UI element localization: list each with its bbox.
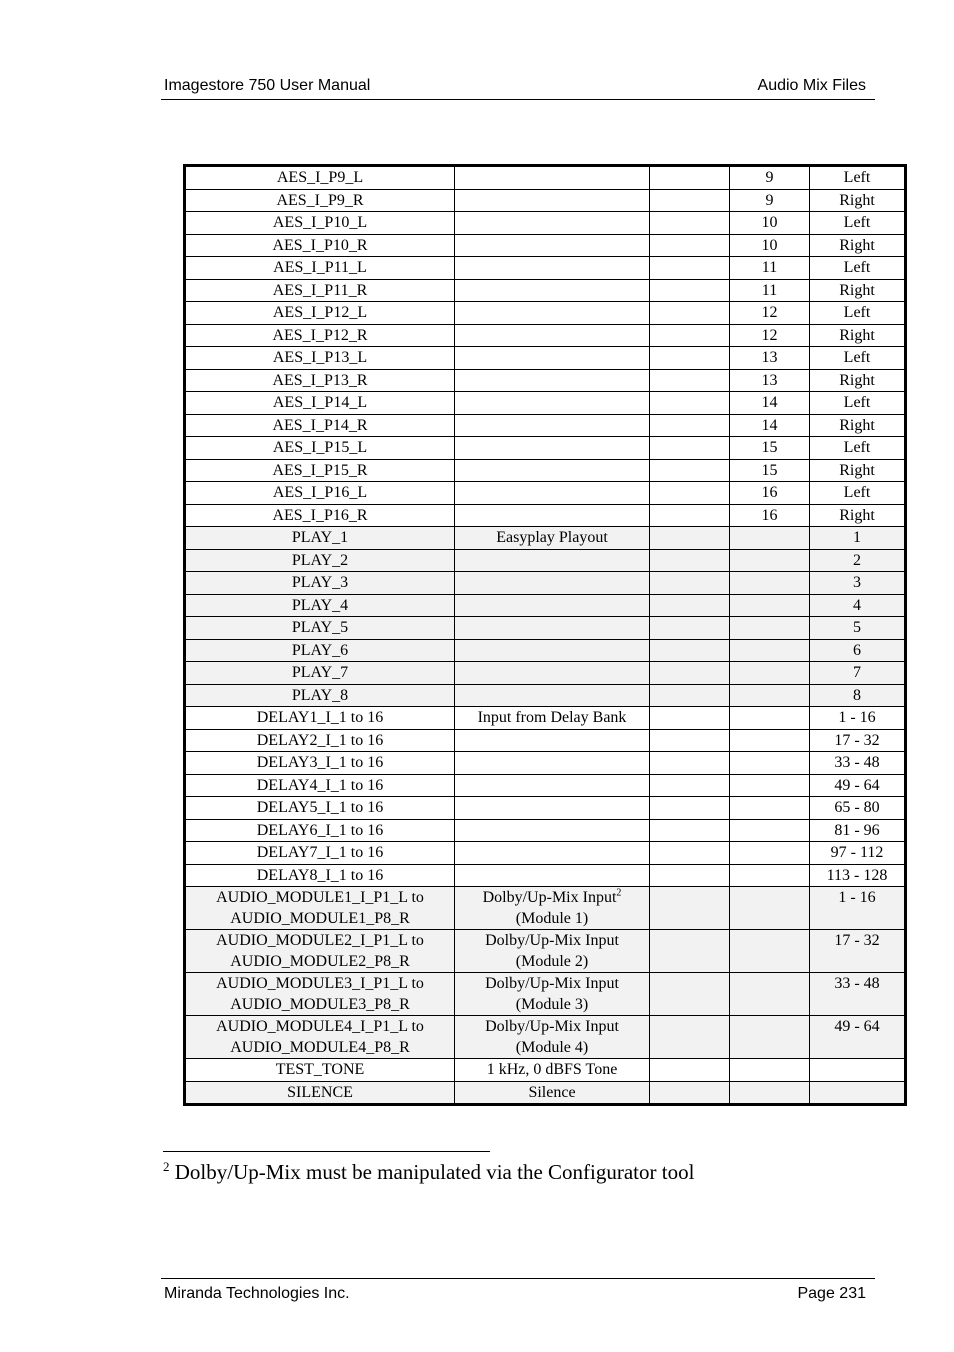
col3-cell (650, 1016, 730, 1059)
pair-cell: 9 (730, 189, 810, 212)
channel-cell: Right (810, 459, 906, 482)
col3-cell (650, 1059, 730, 1082)
pair-cell (730, 729, 810, 752)
channel-cell: Left (810, 392, 906, 415)
pair-cell (730, 572, 810, 595)
col3-cell (650, 279, 730, 302)
channel-cell: Left (810, 302, 906, 325)
header-title: Imagestore 750 User Manual (164, 77, 371, 94)
source-name-cell (185, 887, 455, 930)
source-name-cell: SILENCE (185, 1081, 455, 1105)
channel-cell (810, 1059, 906, 1082)
description-cell: Silence (455, 1081, 650, 1105)
table-row (185, 684, 906, 707)
table-row (185, 257, 906, 280)
source-name-cell: DELAY5_I_1 to 16 (185, 797, 455, 820)
footnote-marker: 2 (163, 1159, 170, 1174)
description-cell (455, 257, 650, 280)
col3-cell (650, 392, 730, 415)
pair-cell (730, 662, 810, 685)
source-name-cell: PLAY_4 (185, 594, 455, 617)
channel-cell: Right (810, 369, 906, 392)
pair-cell: 9 (730, 166, 810, 190)
description-cell (455, 930, 650, 973)
audio-source-table (183, 164, 907, 1106)
table-row (185, 459, 906, 482)
col3-cell (650, 414, 730, 437)
page-number: Page 231 (797, 1285, 866, 1302)
description-line2: (Module 4) (515, 1039, 589, 1056)
source-name-line1: AUDIO_MODULE2_I_P1_L to (216, 932, 424, 949)
source-name-cell: AES_I_P15_R (185, 459, 455, 482)
source-name-cell: AES_I_P10_R (185, 234, 455, 257)
col3-cell (650, 729, 730, 752)
description-cell (455, 189, 650, 212)
col3-cell (650, 864, 730, 887)
table-row (185, 166, 906, 190)
pair-cell (730, 549, 810, 572)
source-name-cell: PLAY_6 (185, 639, 455, 662)
description-cell (455, 797, 650, 820)
col3-cell (650, 347, 730, 370)
source-name-cell: AES_I_P12_L (185, 302, 455, 325)
source-name-line1: AUDIO_MODULE1_I_P1_L to (216, 889, 424, 906)
description-cell (455, 414, 650, 437)
description-cell (455, 347, 650, 370)
source-name-cell: AES_I_P14_R (185, 414, 455, 437)
table-row (185, 369, 906, 392)
col3-cell (650, 594, 730, 617)
description-cell (455, 324, 650, 347)
source-name-cell: AES_I_P11_R (185, 279, 455, 302)
description-cell: Input from Delay Bank (455, 707, 650, 730)
source-name-cell: AES_I_P13_L (185, 347, 455, 370)
channel-cell: 2 (810, 549, 906, 572)
channel-cell: Left (810, 166, 906, 190)
col3-cell (650, 684, 730, 707)
source-name-line2: AUDIO_MODULE3_P8_R (230, 996, 410, 1013)
pair-cell: 15 (730, 459, 810, 482)
table-row (185, 842, 906, 865)
description-cell (455, 279, 650, 302)
pair-cell: 11 (730, 279, 810, 302)
col3-cell (650, 482, 730, 505)
footnote-divider (163, 1151, 490, 1152)
description-cell (455, 774, 650, 797)
pair-cell (730, 973, 810, 1016)
description-cell (455, 973, 650, 1016)
source-name-cell: AES_I_P9_L (185, 166, 455, 190)
source-name-cell: AES_I_P10_L (185, 212, 455, 235)
footer-company: Miranda Technologies Inc. (164, 1285, 350, 1302)
description-line2: (Module 2) (515, 953, 589, 970)
channel-cell: Left (810, 347, 906, 370)
table-body (185, 166, 906, 1105)
footnote (163, 1160, 694, 1185)
table-row (185, 707, 906, 730)
source-name-cell: AES_I_P16_L (185, 482, 455, 505)
channel-cell: 1 - 16 (810, 887, 906, 930)
channel-cell: Right (810, 504, 906, 527)
source-name-line2: AUDIO_MODULE1_P8_R (230, 910, 410, 927)
pair-cell: 10 (730, 212, 810, 235)
source-name-cell: DELAY4_I_1 to 16 (185, 774, 455, 797)
col3-cell (650, 572, 730, 595)
description-cell (455, 594, 650, 617)
channel-cell: 17 - 32 (810, 930, 906, 973)
table-row (185, 414, 906, 437)
source-name-cell: TEST_TONE (185, 1059, 455, 1082)
description-cell (455, 302, 650, 325)
pair-cell (730, 639, 810, 662)
source-name-cell: AES_I_P12_R (185, 324, 455, 347)
col3-cell (650, 527, 730, 550)
pair-cell (730, 527, 810, 550)
source-name-cell: PLAY_5 (185, 617, 455, 640)
table-row (185, 729, 906, 752)
col3-cell (650, 437, 730, 460)
description-cell (455, 752, 650, 775)
channel-cell: 1 (810, 527, 906, 550)
channel-cell: 6 (810, 639, 906, 662)
source-name-cell: DELAY7_I_1 to 16 (185, 842, 455, 865)
source-name-cell: AES_I_P15_L (185, 437, 455, 460)
pair-cell (730, 1081, 810, 1105)
source-name-cell: PLAY_7 (185, 662, 455, 685)
source-name-line1: AUDIO_MODULE3_I_P1_L to (216, 975, 424, 992)
channel-cell: 33 - 48 (810, 973, 906, 1016)
pair-cell: 16 (730, 482, 810, 505)
pair-cell (730, 930, 810, 973)
description-cell (455, 369, 650, 392)
table-row (185, 549, 906, 572)
table-row (185, 594, 906, 617)
source-name-cell: AES_I_P13_R (185, 369, 455, 392)
description-cell (455, 572, 650, 595)
channel-cell: 97 - 112 (810, 842, 906, 865)
description-cell (455, 234, 650, 257)
col3-cell (650, 617, 730, 640)
col3-cell (650, 662, 730, 685)
col3-cell (650, 797, 730, 820)
description-cell (455, 819, 650, 842)
description-cell (455, 166, 650, 190)
channel-cell: Right (810, 279, 906, 302)
channel-cell: Left (810, 212, 906, 235)
channel-cell: 8 (810, 684, 906, 707)
pair-cell (730, 707, 810, 730)
channel-cell: Left (810, 257, 906, 280)
description-cell (455, 887, 650, 930)
table-row (185, 324, 906, 347)
table-row (185, 302, 906, 325)
col3-cell (650, 369, 730, 392)
channel-cell: Right (810, 234, 906, 257)
description-cell (455, 1016, 650, 1059)
channel-cell: 7 (810, 662, 906, 685)
source-name-line2: AUDIO_MODULE4_P8_R (230, 1039, 410, 1056)
description-line1: Dolby/Up-Mix Input (485, 975, 619, 992)
table-row (185, 572, 906, 595)
description-cell (455, 842, 650, 865)
channel-cell: Right (810, 189, 906, 212)
table-row (185, 864, 906, 887)
table-row (185, 617, 906, 640)
channel-cell: 5 (810, 617, 906, 640)
table-row (185, 819, 906, 842)
page-footer (161, 1278, 875, 1305)
description-line2: (Module 3) (515, 996, 589, 1013)
description-line1: Dolby/Up-Mix Input (485, 932, 619, 949)
pair-cell (730, 887, 810, 930)
source-name-line2: AUDIO_MODULE2_P8_R (230, 953, 410, 970)
col3-cell (650, 324, 730, 347)
table-row (185, 930, 906, 973)
description-cell (455, 212, 650, 235)
channel-cell: Left (810, 482, 906, 505)
channel-cell: 113 - 128 (810, 864, 906, 887)
description-cell (455, 864, 650, 887)
pair-cell (730, 1016, 810, 1059)
table-row (185, 482, 906, 505)
col3-cell (650, 504, 730, 527)
source-name-cell: AES_I_P16_R (185, 504, 455, 527)
description-cell (455, 684, 650, 707)
pair-cell: 11 (730, 257, 810, 280)
channel-cell (810, 1081, 906, 1105)
description-line1: Dolby/Up-Mix Input (485, 1018, 619, 1035)
col3-cell (650, 973, 730, 1016)
pair-cell: 12 (730, 302, 810, 325)
col3-cell (650, 234, 730, 257)
pair-cell: 14 (730, 414, 810, 437)
channel-cell: Right (810, 324, 906, 347)
description-cell (455, 662, 650, 685)
source-name-cell: PLAY_3 (185, 572, 455, 595)
col3-cell (650, 639, 730, 662)
table-row (185, 662, 906, 685)
source-name-cell: AES_I_P14_L (185, 392, 455, 415)
pair-cell (730, 774, 810, 797)
description-cell (455, 549, 650, 572)
table-row (185, 887, 906, 930)
col3-cell (650, 189, 730, 212)
source-name-cell: DELAY3_I_1 to 16 (185, 752, 455, 775)
pair-cell: 14 (730, 392, 810, 415)
page-header (161, 77, 875, 100)
pair-cell (730, 864, 810, 887)
pair-cell (730, 842, 810, 865)
footnote-text: Dolby/Up-Mix must be manipulated via the Configurator tool (169, 1160, 695, 1184)
table-row (185, 797, 906, 820)
col3-cell (650, 819, 730, 842)
pair-cell (730, 1059, 810, 1082)
channel-cell: 3 (810, 572, 906, 595)
table-row (185, 752, 906, 775)
table-row (185, 189, 906, 212)
pair-cell (730, 819, 810, 842)
pair-cell (730, 594, 810, 617)
description-cell (455, 729, 650, 752)
col3-cell (650, 707, 730, 730)
channel-cell: 81 - 96 (810, 819, 906, 842)
col3-cell (650, 257, 730, 280)
col3-cell (650, 1081, 730, 1105)
col3-cell (650, 774, 730, 797)
channel-cell: 65 - 80 (810, 797, 906, 820)
col3-cell (650, 752, 730, 775)
source-name-cell: PLAY_1 (185, 527, 455, 550)
col3-cell (650, 549, 730, 572)
description-cell (455, 482, 650, 505)
source-name-line1: AUDIO_MODULE4_I_P1_L to (216, 1018, 424, 1035)
table-row (185, 774, 906, 797)
pair-cell: 15 (730, 437, 810, 460)
table-row (185, 504, 906, 527)
col3-cell (650, 459, 730, 482)
channel-cell: 33 - 48 (810, 752, 906, 775)
source-name-cell: AES_I_P9_R (185, 189, 455, 212)
channel-cell: 49 - 64 (810, 1016, 906, 1059)
table-row (185, 212, 906, 235)
channel-cell: Left (810, 437, 906, 460)
source-name-cell: AES_I_P11_L (185, 257, 455, 280)
table-row (185, 392, 906, 415)
table-row (185, 347, 906, 370)
description-cell (455, 392, 650, 415)
channel-cell: 4 (810, 594, 906, 617)
table-row (185, 437, 906, 460)
table-row (185, 279, 906, 302)
header-section: Audio Mix Files (757, 77, 866, 94)
col3-cell (650, 212, 730, 235)
source-name-cell: PLAY_2 (185, 549, 455, 572)
description-line2: (Module 1) (515, 910, 589, 927)
table-row (185, 1016, 906, 1059)
channel-cell: 49 - 64 (810, 774, 906, 797)
col3-cell (650, 842, 730, 865)
pair-cell (730, 684, 810, 707)
pair-cell (730, 617, 810, 640)
source-name-cell: DELAY6_I_1 to 16 (185, 819, 455, 842)
table-row (185, 1059, 906, 1082)
pair-cell: 10 (730, 234, 810, 257)
table-row (185, 639, 906, 662)
pair-cell: 12 (730, 324, 810, 347)
description-line1: Dolby/Up-Mix Input (482, 889, 617, 906)
pair-cell: 13 (730, 347, 810, 370)
source-name-cell: DELAY8_I_1 to 16 (185, 864, 455, 887)
col3-cell (650, 302, 730, 325)
description-cell (455, 459, 650, 482)
pair-cell: 13 (730, 369, 810, 392)
source-name-cell: PLAY_8 (185, 684, 455, 707)
col3-cell (650, 930, 730, 973)
source-name-cell (185, 930, 455, 973)
source-name-cell (185, 973, 455, 1016)
pair-cell (730, 752, 810, 775)
col3-cell (650, 166, 730, 190)
pair-cell (730, 797, 810, 820)
channel-cell: Right (810, 414, 906, 437)
source-name-cell: DELAY1_I_1 to 16 (185, 707, 455, 730)
table-row (185, 527, 906, 550)
pair-cell: 16 (730, 504, 810, 527)
description-cell: Easyplay Playout (455, 527, 650, 550)
source-name-cell: DELAY2_I_1 to 16 (185, 729, 455, 752)
col3-cell (650, 887, 730, 930)
table-row (185, 234, 906, 257)
channel-cell: 1 - 16 (810, 707, 906, 730)
table-row (185, 973, 906, 1016)
footnote-ref: 2 (616, 887, 622, 899)
channel-cell: 17 - 32 (810, 729, 906, 752)
description-cell: 1 kHz, 0 dBFS Tone (455, 1059, 650, 1082)
description-cell (455, 437, 650, 460)
description-cell (455, 504, 650, 527)
description-cell (455, 617, 650, 640)
description-cell (455, 639, 650, 662)
source-name-cell (185, 1016, 455, 1059)
table-row (185, 1081, 906, 1105)
